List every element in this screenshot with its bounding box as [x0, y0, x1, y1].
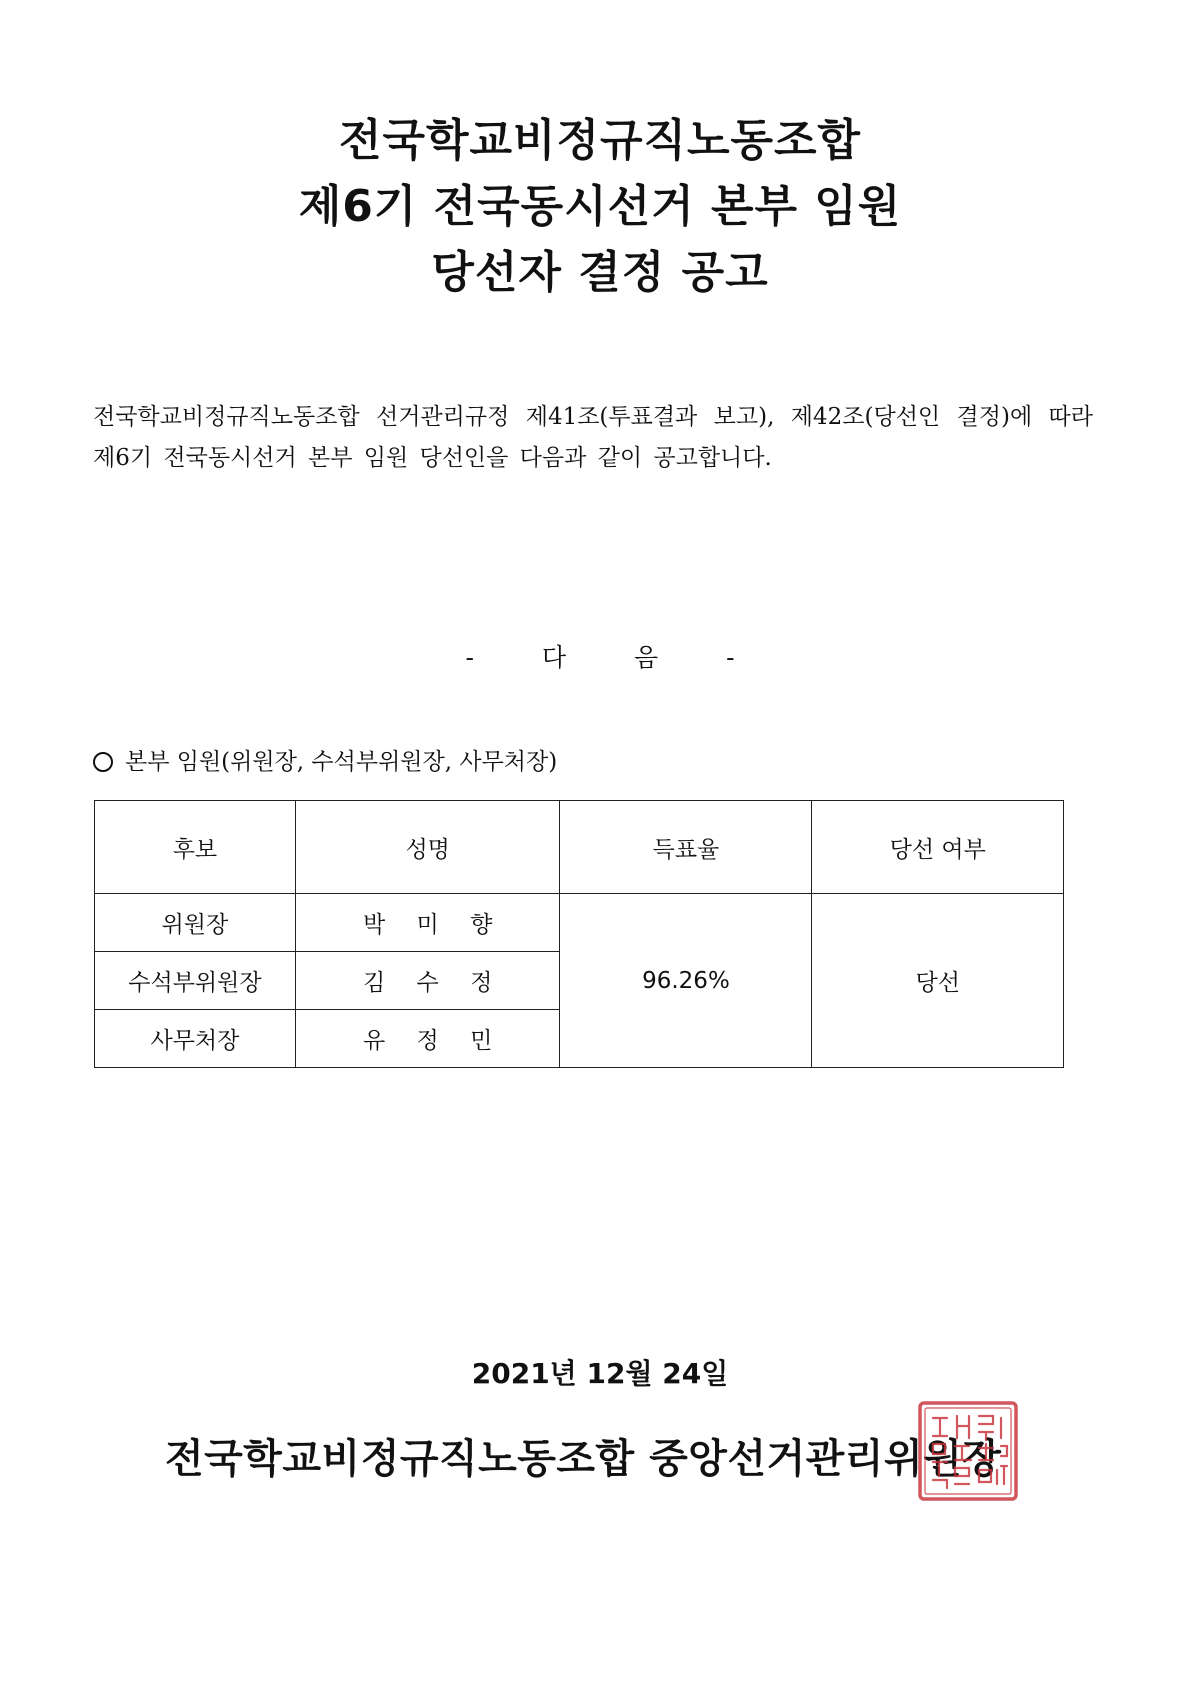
next-marker-char-2: 음	[633, 643, 659, 672]
cell-result: 당선	[812, 894, 1064, 1068]
title-line-1: 전국학교비정규직노동조합	[338, 115, 862, 166]
official-seal-icon	[917, 1400, 1019, 1502]
next-marker-dash-right: -	[726, 643, 735, 672]
cell-position: 수석부위원장	[95, 952, 296, 1010]
cell-position: 사무처장	[95, 1010, 296, 1068]
title-line-3: 당선자 결정 공고	[431, 247, 769, 298]
announcement-date: 2021년 12월 24일	[471, 1357, 729, 1390]
intro-paragraph: 전국학교비정규직노동조합 선거관리규정 제41조(투표결과 보고), 제42조(당선인 결정)에 따라 제6기 전국동시선거 본부 임원 당선인을 다음과 같이 공고합니다.	[93, 404, 1093, 471]
cell-name: 박 미 향	[295, 894, 560, 952]
table-header-row	[95, 801, 1064, 894]
cell-position: 위원장	[95, 894, 296, 952]
circle-bullet-icon	[93, 752, 113, 772]
title-line-2: 제6기 전국동시선거 본부 임원	[298, 181, 902, 232]
cell-name: 김 수 정	[295, 952, 560, 1010]
next-marker-dash-left: -	[465, 643, 474, 672]
section-heading	[93, 746, 557, 778]
cell-vote-rate: 96.26%	[560, 894, 812, 1068]
next-marker	[0, 638, 1200, 674]
header-vote-rate: 득표율	[560, 801, 812, 894]
section-heading-text: 본부 임원(위원장, 수석부위원장, 사무처장)	[125, 749, 558, 775]
table-row	[95, 894, 1064, 952]
next-marker-char-1: 다	[541, 643, 567, 672]
cell-name: 유 정 민	[295, 1010, 560, 1068]
header-result: 당선 여부	[812, 801, 1064, 894]
signature-line: 전국학교비정규직노동조합 중앙선거관리위원장	[165, 1436, 1002, 1482]
header-candidate: 후보	[95, 801, 296, 894]
results-table	[94, 800, 1064, 1068]
document-title	[0, 108, 1200, 306]
header-name: 성명	[295, 801, 560, 894]
